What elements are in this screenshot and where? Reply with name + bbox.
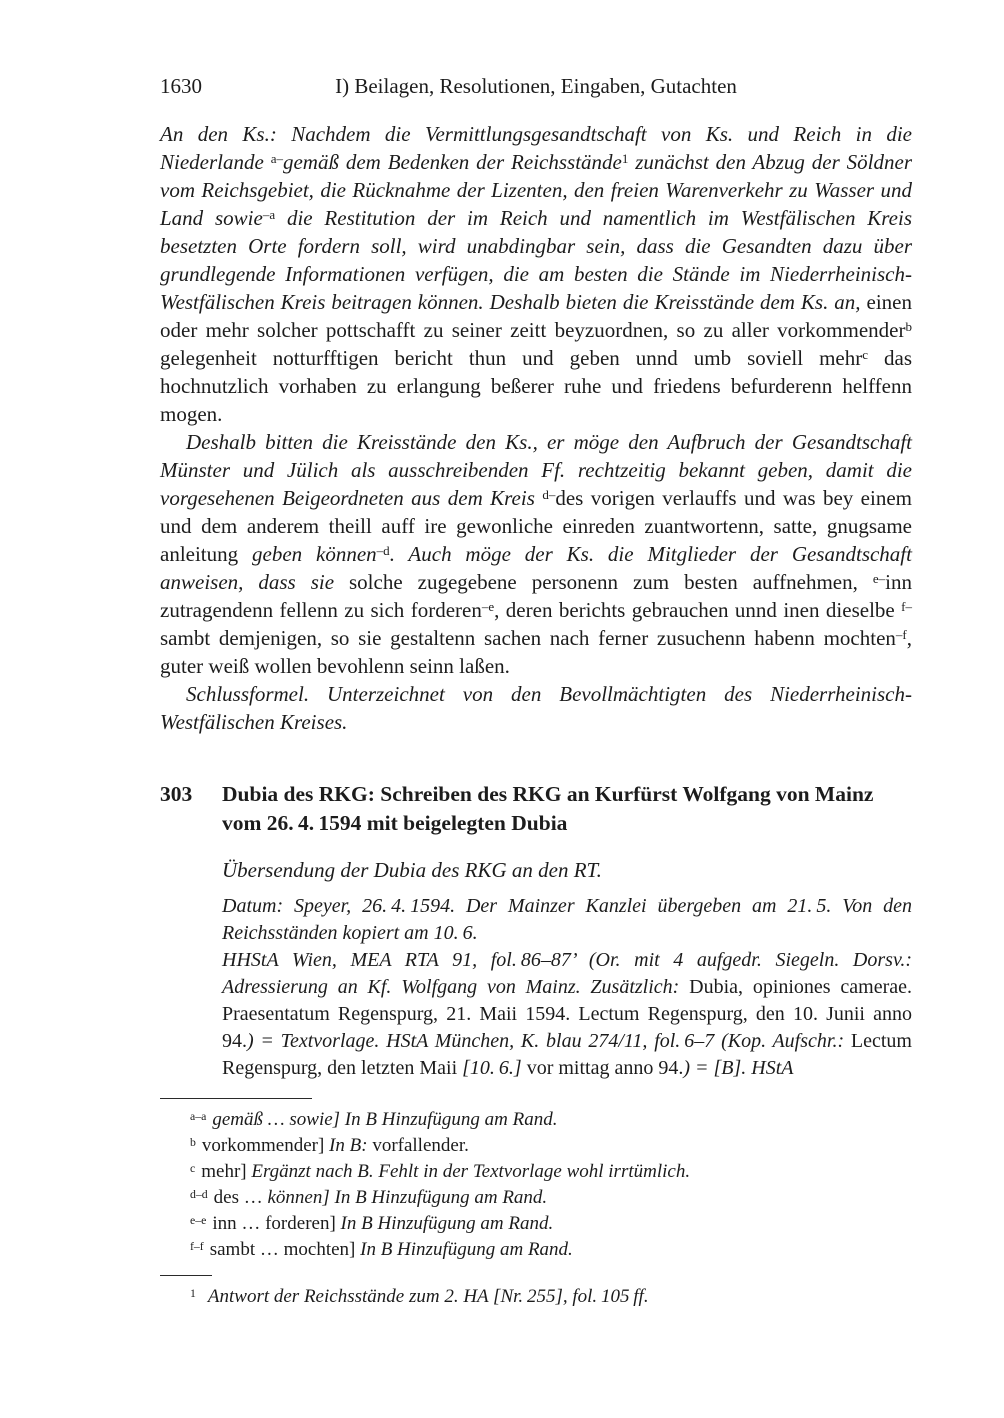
footnote-mark-b: b [190, 1135, 196, 1149]
footnote-mark-e: e–e [190, 1213, 207, 1227]
running-title: I) Beilagen, Resolutionen, Eingaben, Gutachten [335, 74, 737, 98]
entry-title: Dubia des RKG: Schreiben des RKG an Kurfürst Wolfgang von Mainz vom 26. 4. 1594 mit beigelegten Dubia [222, 782, 874, 835]
entry-heading [160, 780, 912, 838]
footnote-text-f: sambt … mochten] In B Hinzufügung am Rand. [209, 1239, 573, 1260]
footnote-b [160, 1133, 912, 1159]
footnote-mark-c: c [190, 1161, 196, 1175]
footnote-f [160, 1237, 912, 1263]
body-paragraph-1: An den Ks.: Nachdem die Vermittlungsgesandtschaft von Ks. und Reich in die Niederlande $^{a-}$gemäß dem Bedenken der Reichsstände$^1$ zunächst den Abzug der Söldner vom Reichsgebiet, die Rücknahme der Lizenten, den freien Warenverkehr zu Wasser und Land sowie$^{-a}$ die Restitution der im Reich und namentlich im Westfälischen Kreis besetzten Orte fordern soll, wird unabdingbar sein, dass die Gesandten dazu über grundlegende Informationen verfügen, die am besten die Stände im Niederrheinisch-Westfälischen Kreis beitragen können. Deshalb bieten die Kreisstände dem Ks. an, einen oder mehr solcher pottschafft zu seiner zeitt beyzuordnen, so zu aller vorkommender$^b$ gelegenheit notturfftigen bericht thun und geben unnd umb soviell mehr$^c$ das hochnutzlich vorhaben zu erlangung beßerer ruhe und friedens befurderenn helffenn mogen. [160, 122, 913, 426]
footnote-text-d: des … können] In B Hinzufügung am Rand. [213, 1187, 548, 1208]
entry-source-description: HHStA Wien, MEA RTA 91, fol. 86–87’ (Or. mit 4 aufgedr. Siegeln. Dorsv.: Adressierung an Kf. Wolfgang von Mainz. Zusätzlich: Dubia, opiniones camerae. Praesentatum Regenspurg, 21. Maii 1594. Lectum Regenspurg, den 10. Junii anno 94.) = Textvorlage. HStA München, K. blau 274/11, fol. 6–7 (Kop. Aufschr.: Lectum Regenspurg, den letzten Maii [10. 6.] vor mittag anno 94.) = [B]. HStA [222, 949, 912, 1079]
footnote-mark-1: 1 [190, 1286, 196, 1300]
body-paragraph-3: Schlussformel. Unterzeichnet von den Bevollmächtigten des Niederrheinisch-Westfälischen Kreises. [160, 682, 912, 734]
lettered-footnotes [160, 1107, 912, 1263]
footnote-text-b: vorkommender] In B: vorfallender. [201, 1135, 469, 1156]
body-paragraph-2: Deshalb bitten die Kreisstände den Ks., er möge den Aufbruch der Gesandtschaft Münster und Jülich als ausschreibenden Ff. rechtzeitig bekannt geben, damit die vorgesehenen Beigeordneten aus dem Kreis $^{d-}$des vorigen verlauffs und was bey einem und dem anderem theill auff ire gewonliche einreden zuantwortenn, satte, gnugsame anleitung geben können$^{-d}$. Auch möge der Ks. die Mitglieder der Gesandtschaft anweisen, dass sie solche zugegebene personenn zum besten auffnehmen, $^{e-}$inn zutragendenn fellenn zu sich forderen$^{-e}$, deren berichts gebrauchen unnd inen dieselbe $^{f-}$sambt demjenigen, so sie gestaltenn sachen nach ferner zusuchenn habenn mochten$^{-f}$, guter weiß wollen bevohlenn seinn laßen. [160, 430, 912, 678]
footnote-text-1: Antwort der Reichsstände zum 2. HA [Nr. 255], fol. 105 ff. [207, 1286, 649, 1307]
page-number: 1630 [160, 74, 202, 98]
footnote-mark-f: f–f [190, 1239, 204, 1253]
entry-regest: Übersendung der Dubia des RKG an den RT. [222, 858, 602, 882]
footnote-e [160, 1211, 912, 1237]
footnote-mark-d: d–d [190, 1187, 208, 1201]
text-column [160, 72, 912, 1310]
entry-number: 303 [160, 782, 193, 806]
footnote-a [160, 1107, 912, 1133]
footnote-text-c: mehr] Ergänzt nach B. Fehlt in der Textvorlage wohl irrtümlich. [201, 1161, 691, 1182]
entry-datum: Datum: Speyer, 26. 4. 1594. Der Mainzer Kanzlei übergeben am 21. 5. Von den Reichsständen kopiert am 10. 6. [222, 895, 912, 944]
running-head [160, 72, 912, 100]
entry-303 [160, 780, 912, 1082]
numbered-footnote-separator-rule [160, 1275, 212, 1276]
footnote-mark-a: a–a [190, 1109, 207, 1123]
footnote-text-a: gemäß … sowie] In B Hinzufügung am Rand. [212, 1109, 558, 1130]
footnote-text-e: inn … forderen] In B Hinzufügung am Rand. [212, 1213, 554, 1234]
footnote-1 [160, 1284, 912, 1310]
footnote-c [160, 1159, 912, 1185]
footnote-d [160, 1185, 912, 1211]
footnote-separator-rule [160, 1098, 312, 1099]
